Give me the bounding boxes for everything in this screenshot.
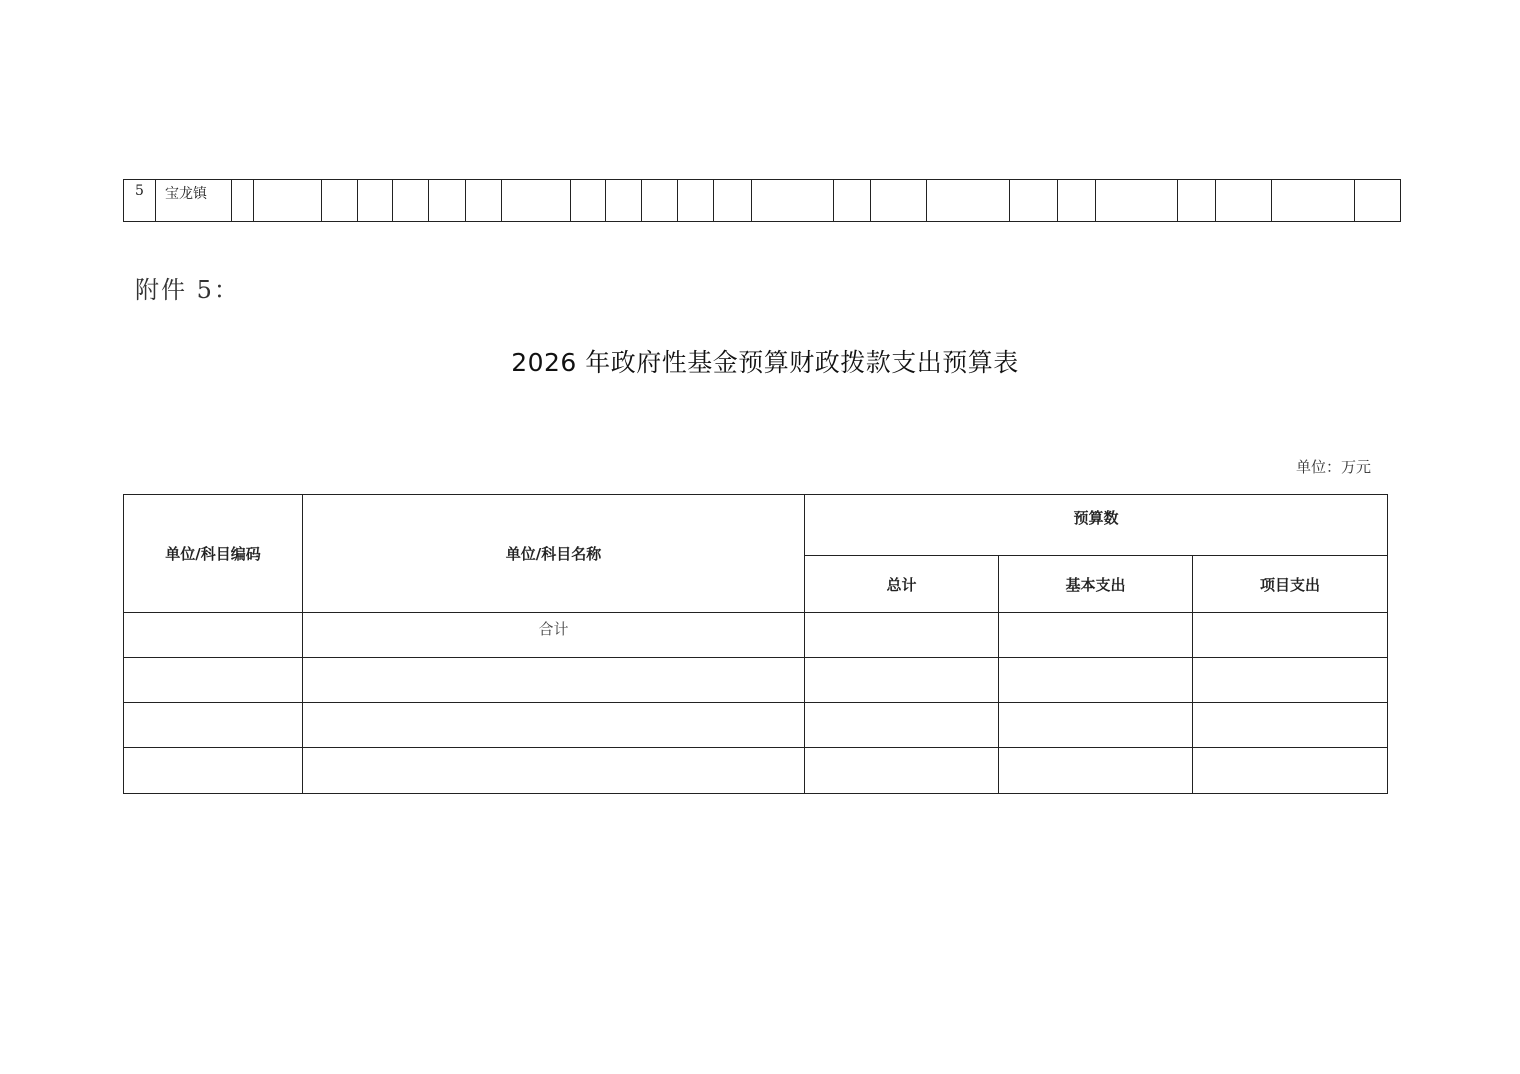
empty-cell <box>1010 180 1058 222</box>
empty-cell <box>1272 180 1355 222</box>
empty-cell <box>254 180 322 222</box>
empty-cell <box>606 180 642 222</box>
cell-total <box>805 613 999 658</box>
table-row <box>124 658 1388 703</box>
cell-project <box>1193 658 1388 703</box>
page-title: 2026 年政府性基金预算财政拨款支出预算表 <box>511 348 1019 377</box>
header-total: 总计 <box>805 556 999 613</box>
empty-cell <box>714 180 752 222</box>
empty-cell <box>1178 180 1216 222</box>
empty-cell <box>1096 180 1178 222</box>
header-name: 单位/科目名称 <box>303 495 805 613</box>
table-row <box>124 703 1388 748</box>
empty-cell <box>1355 180 1401 222</box>
cell-code <box>124 703 303 748</box>
previous-table-fragment <box>123 179 1401 222</box>
header-project: 项目支出 <box>1193 556 1388 613</box>
cell-basic <box>999 703 1193 748</box>
header-budget-group: 预算数 <box>805 495 1388 556</box>
empty-cell <box>429 180 466 222</box>
cell-name: 合计 <box>303 613 805 658</box>
cell-project <box>1193 748 1388 794</box>
empty-cell <box>1058 180 1096 222</box>
empty-cell <box>678 180 714 222</box>
empty-cell <box>393 180 429 222</box>
cell-code <box>124 748 303 794</box>
cell-name <box>303 703 805 748</box>
empty-cell <box>927 180 1010 222</box>
header-basic: 基本支出 <box>999 556 1193 613</box>
header-code: 单位/科目编码 <box>124 495 303 613</box>
table-row <box>124 180 1401 222</box>
empty-cell <box>232 180 254 222</box>
cell-basic <box>999 613 1193 658</box>
empty-cell <box>502 180 571 222</box>
cell-total <box>805 658 999 703</box>
empty-cell <box>1216 180 1272 222</box>
attachment-label: 附件 5： <box>135 276 240 304</box>
cell-project <box>1193 703 1388 748</box>
table-row <box>124 613 1388 658</box>
empty-cell <box>752 180 834 222</box>
cell-total <box>805 748 999 794</box>
row-index: 5 <box>124 180 156 222</box>
cell-project <box>1193 613 1388 658</box>
cell-total <box>805 703 999 748</box>
cell-name <box>303 748 805 794</box>
row-name: 宝龙镇 <box>156 180 232 222</box>
budget-table <box>123 494 1388 794</box>
cell-code <box>124 658 303 703</box>
empty-cell <box>642 180 678 222</box>
empty-cell <box>834 180 871 222</box>
table-header-row <box>124 495 1388 556</box>
cell-name <box>303 658 805 703</box>
unit-label: 单位：万元 <box>1296 458 1372 476</box>
empty-cell <box>871 180 927 222</box>
cell-basic <box>999 658 1193 703</box>
cell-basic <box>999 748 1193 794</box>
cell-code <box>124 613 303 658</box>
empty-cell <box>358 180 393 222</box>
table-row <box>124 748 1388 794</box>
empty-cell <box>571 180 606 222</box>
empty-cell <box>322 180 358 222</box>
empty-cell <box>466 180 502 222</box>
